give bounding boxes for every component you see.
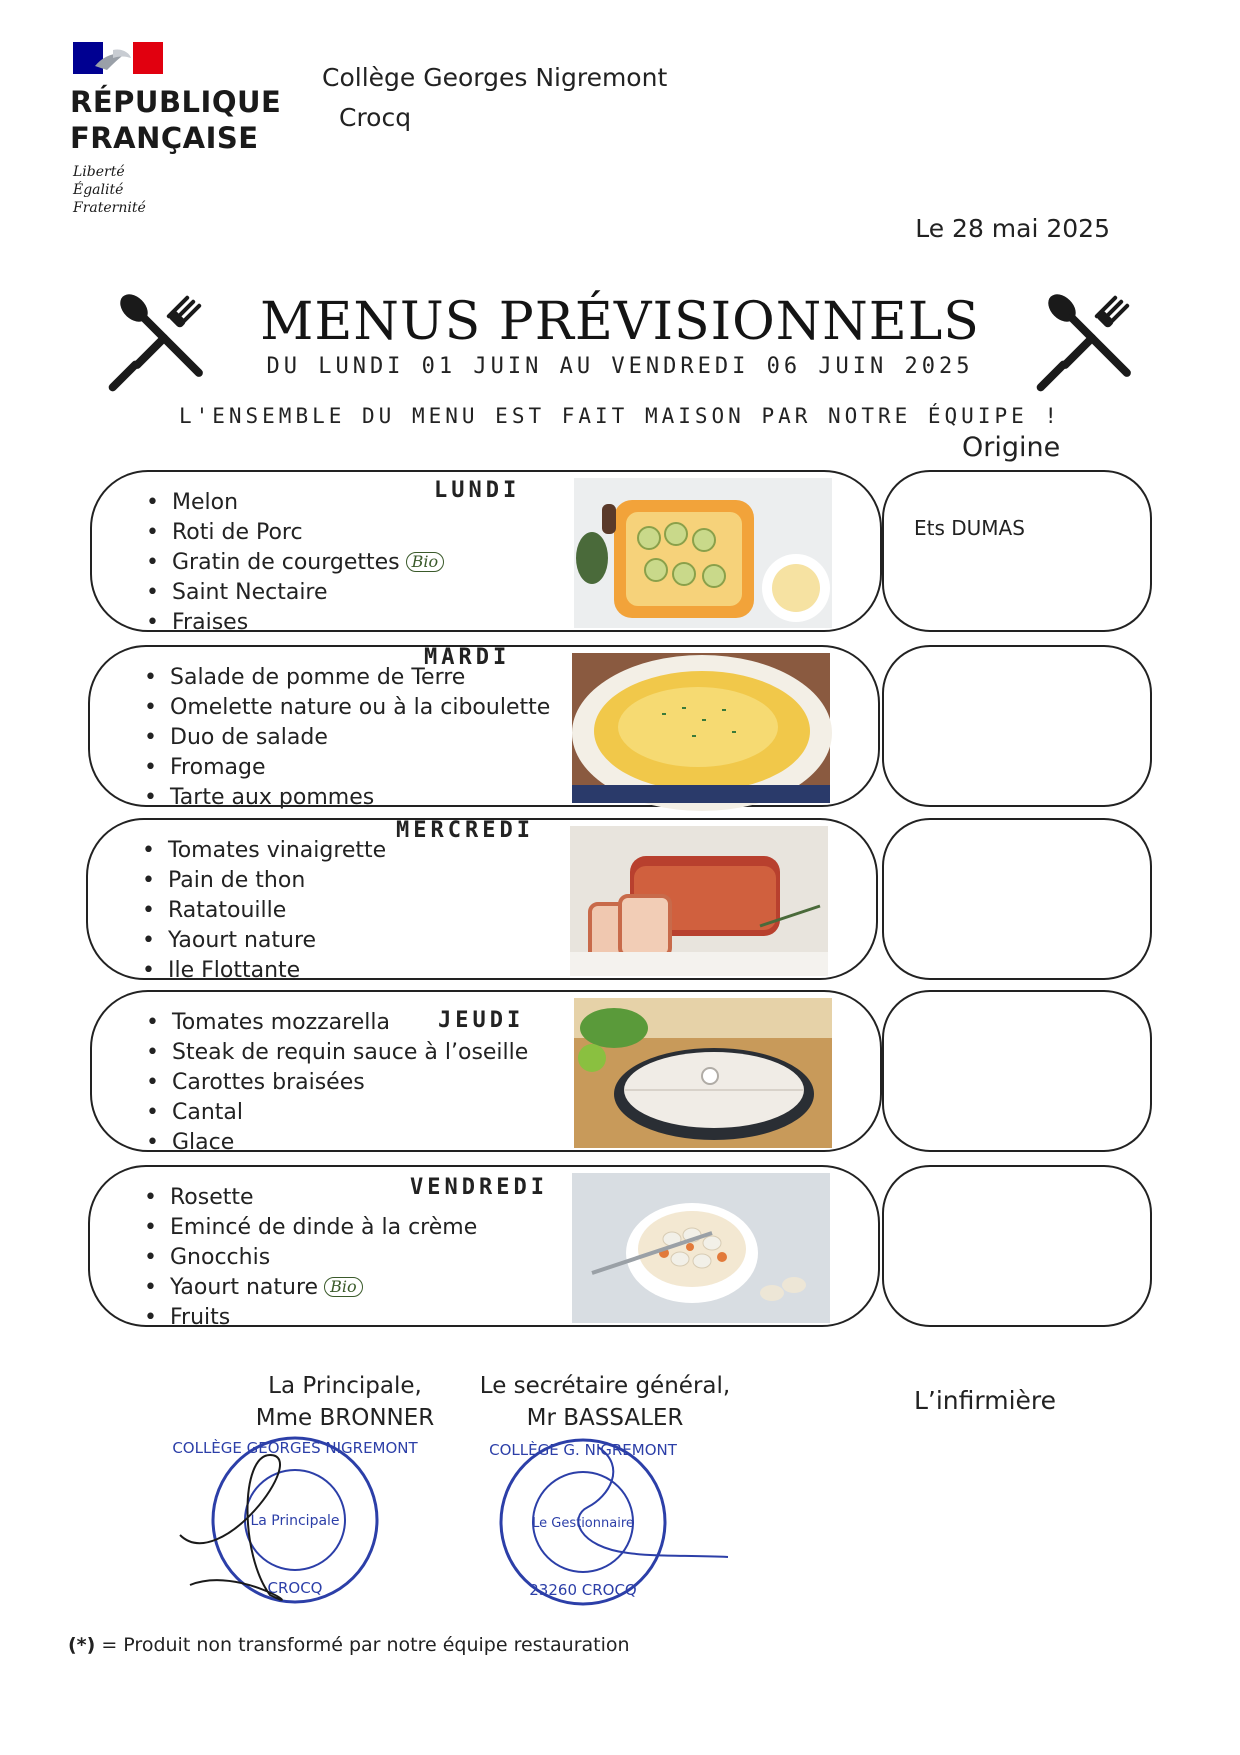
menu-items-list [144, 663, 550, 813]
day-row-lundi [90, 470, 882, 635]
menu-item: • Yaourt nature [142, 926, 386, 956]
bio-label-icon: Bio [324, 1277, 363, 1297]
motto-egalite: Égalité [73, 182, 124, 198]
menu-period: DU LUNDI 01 JUIN AU VENDREDI 06 JUIN 2025 [266, 354, 974, 379]
logo-title-line-2: FRANÇAISE [70, 121, 259, 155]
emince-de-dinde-photo [572, 1173, 830, 1323]
origin-box-vendredi [882, 1165, 1152, 1327]
menu-item: • Tomates vinaigrette [142, 836, 386, 866]
menu-item: • Tomates mozzarella [146, 1008, 528, 1038]
omelette-photo [572, 653, 830, 803]
secretary-name: Mr BASSALER [526, 1405, 684, 1431]
footnote-marker: (*) [68, 1634, 96, 1656]
school-address [322, 58, 667, 138]
menu-tagline: L'ENSEMBLE DU MENU EST FAIT MAISON PAR NOTRE ÉQUIPE ! [178, 404, 1062, 428]
origin-box-mercredi [882, 818, 1152, 980]
marianne-flag-logo [73, 42, 163, 74]
day-row-mardi [88, 645, 880, 810]
secretary-signature-block [445, 1370, 765, 1434]
menu-item: • Fraises [146, 608, 444, 638]
nurse-signature-block: L’infirmière [913, 1386, 1057, 1415]
menu-item: • Gratin de courgettes Bio [146, 548, 444, 578]
republique-francaise-title [70, 84, 281, 156]
menu-items-list [142, 836, 386, 986]
menu-item: • Ile Flottante [142, 956, 386, 986]
bio-label-icon: Bio [406, 552, 445, 572]
menu-item: • Cantal [146, 1098, 528, 1128]
menu-item: • Duo de salade [144, 723, 550, 753]
day-row-jeudi [90, 990, 882, 1155]
principal-title: La Principale, [268, 1373, 422, 1399]
motto-liberte: Liberté [73, 164, 125, 180]
menu-item: • Gnocchis [144, 1243, 477, 1273]
svg-text:COLLÈGE GEORGES NIGREMONT: COLLÈGE GEORGES NIGREMONT [172, 1439, 418, 1457]
logo-title-line-1: RÉPUBLIQUE [70, 85, 282, 119]
menu-item: • Emincé de dinde à la crème [144, 1213, 477, 1243]
motto-fraternite: Fraternité [73, 200, 146, 216]
origin-value: Ets DUMAS [914, 516, 1025, 540]
menu-item: • Melon [146, 488, 444, 518]
menu-item: • Steak de requin sauce à l’oseille [146, 1038, 528, 1068]
menu-item: • Glace [146, 1128, 528, 1158]
origin-box-jeudi [882, 990, 1152, 1152]
origin-box-lundi [882, 470, 1152, 632]
day-name: VENDREDI [410, 1175, 548, 1200]
menu-item: • Fromage [144, 753, 550, 783]
secretary-title: Le secrétaire général, [479, 1373, 731, 1399]
origin-box-mardi [882, 645, 1152, 807]
gratin-courgettes-photo [574, 478, 832, 628]
svg-text:23260 CROCQ: 23260 CROCQ [529, 1581, 637, 1599]
principal-name: Mme BRONNER [255, 1405, 435, 1431]
menu-item: • Fruits [144, 1303, 477, 1333]
footnote [68, 1634, 630, 1656]
steak-de-requin-photo [574, 998, 832, 1148]
secretary-stamp-seal [488, 1427, 678, 1617]
menu-items-list [146, 488, 444, 638]
svg-text:La Principale: La Principale [250, 1513, 340, 1529]
day-name: MERCREDI [396, 818, 534, 843]
day-row-vendredi [88, 1165, 880, 1330]
menu-item: • Ratatouille [142, 896, 386, 926]
menu-item: • Salade de pomme de Terre [144, 663, 550, 693]
menu-item: • Roti de Porc [146, 518, 444, 548]
footnote-text: = Produit non transformé par notre équipe restauration [95, 1634, 630, 1656]
menu-item: • Yaourt nature Bio [144, 1273, 477, 1303]
day-name: MARDI [424, 645, 511, 670]
menu-item: • Omelette nature ou à la ciboulette [144, 693, 550, 723]
republic-motto [73, 163, 146, 217]
day-row-mercredi [86, 818, 878, 983]
principal-stamp-seal [172, 1425, 418, 1615]
menu-item: • Carottes braisées [146, 1068, 528, 1098]
menu-title: MENUS PRÉVISIONNELS [260, 292, 980, 352]
pain-de-thon-photo [570, 826, 828, 976]
school-name: Collège Georges Nigremont [322, 63, 668, 92]
menu-item: • Tarte aux pommes [144, 783, 550, 813]
svg-text:COLLÈGE G. NIGREMONT: COLLÈGE G. NIGREMONT [489, 1441, 677, 1459]
menu-item: • Rosette [144, 1183, 477, 1213]
day-name: JEUDI [438, 1008, 525, 1033]
svg-text:CROCQ: CROCQ [267, 1579, 323, 1597]
document-date: Le 28 mai 2025 [915, 214, 1110, 243]
menu-item: • Pain de thon [142, 866, 386, 896]
origin-column-header: Origine [962, 432, 1061, 463]
menu-item: • Saint Nectaire [146, 578, 444, 608]
menu-items-list [144, 1183, 477, 1333]
school-town: Crocq [339, 103, 412, 132]
svg-text:Le Gestionnaire: Le Gestionnaire [532, 1516, 634, 1531]
day-name: LUNDI [434, 478, 521, 503]
